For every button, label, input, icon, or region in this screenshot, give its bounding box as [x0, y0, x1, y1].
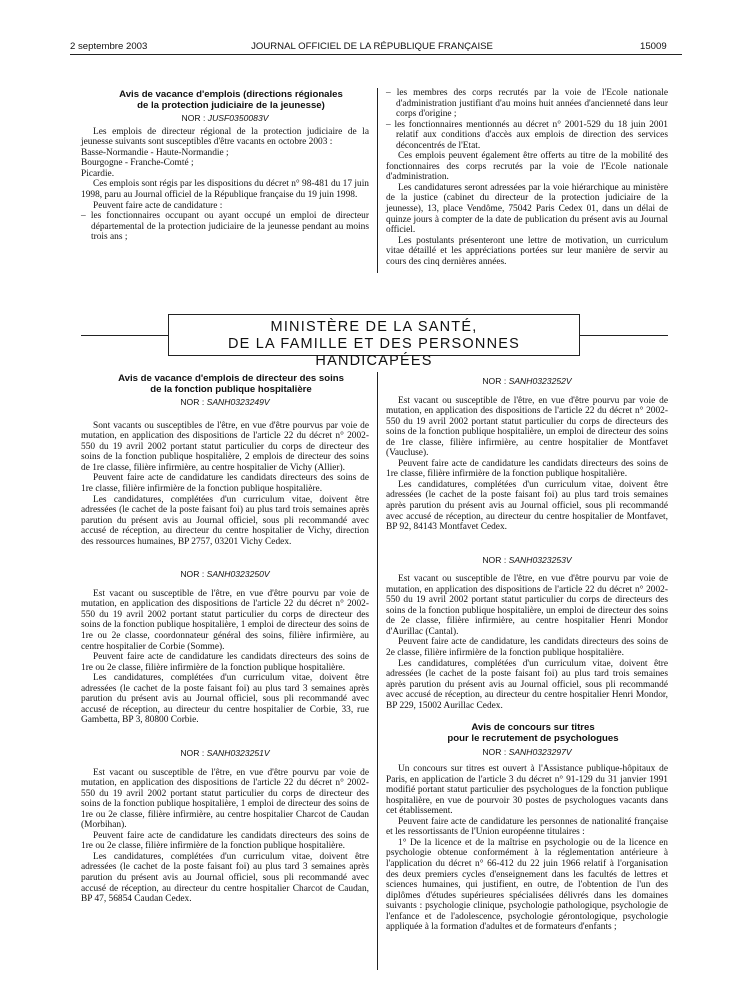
notice-title: Avis de vacance d'emplois (directions régionales — [119, 89, 343, 100]
top-left-column — [81, 90, 369, 243]
region-item: Picardie. — [81, 168, 115, 179]
paragraph: Les candidatures seront adressées par la voie hiérarchique au ministère de la justice (cabinet du directeur de la protection judiciaire de la jeunesse), 13, place Vendôme, 75042 Paris Cedex 01, dans un délai de quinze jours à compter de la date de publication du présent avis au Journal officiel. — [386, 182, 668, 236]
notice-title: Avis de concours sur titres — [471, 722, 595, 734]
paragraph: Peuvent faire acte de candidature les candidats directeurs des soins de 1re classe, filière infirmière de la fonction publique hospitalière. — [81, 473, 369, 495]
ministry-line-1: MINISTÈRE DE LA SANTÉ, — [270, 319, 478, 335]
nor-reference: NOR : SANH0323251V — [180, 747, 270, 758]
header-date: 2 septembre 2003 — [70, 41, 148, 52]
paragraph: Les candidatures, complétées d'un curriculum vitae, doivent être adressées (le cachet de la poste faisant foi) au plus tard trois semaines après parution du présent avis au Journal officiel, sous pli recommandé avec accusé de réception, au directeur du centre hospitalier de Vichy, direction des ressources humaines, BP 2757, 03201 Vichy Cedex. — [81, 494, 369, 547]
ministry-rule-left — [81, 335, 168, 336]
notice-title-2: de la fonction publique hospitalière — [150, 383, 312, 395]
paragraph: Peuvent faire acte de candidature les candidats directeurs des soins de 1re ou 2e classe, filière infirmière de la fonction publique hospitalière. — [81, 652, 369, 673]
paragraph: Est vacant ou susceptible de l'être, en vue d'être pourvu par voie de mutation, en application des dispositions de l'article 22 du décret n° 2002-550 du 19 avril 2002 portant statut particulier du corps de directeurs des soins de la fonction publique hospitalière, un emploi de directeur des soins de 1re classe, filière infirmière, au centre hospitalier de Montfavet (Vaucluse). — [386, 395, 668, 459]
dash-item: – les fonctionnaires mentionnés au décret n° 2001-529 du 18 juin 2001 relatif aux conditions d'accès aux emplois de direction des services déconcentrés de l'Etat. — [386, 119, 668, 151]
region-item: Basse-Normandie - Haute-Normandie ; — [81, 147, 229, 158]
nor-reference: NOR : JUSF0350083V — [181, 113, 269, 124]
paragraph: Peuvent faire acte de candidature les candidats directeurs des soins de 1re ou 2e classe, filière infirmière de la fonction publique hospitalière. — [81, 830, 369, 852]
dash-item: – les membres des corps recrutés par la voie de l'Ecole nationale d'administration justifiant d'au moins huit années d'ancienneté dans leur corps d'origine ; — [386, 88, 668, 120]
paragraph: Sont vacants ou susceptibles de l'être, en vue d'être pourvus par voie de mutation, en application des dispositions de l'article 22 du décret n° 2002-550 du 19 avril 2002 portant statut particulier du corps de directeur des soins de la fonction publique hospitalière, 2 emplois de directeur des soins de 1re classe, filière infirmière, au centre hospitalier de Vichy (Allier). — [81, 420, 369, 473]
paragraph: Un concours sur titres est ouvert à l'Assistance publique-hôpitaux de Paris, en application de l'article 3 du décret n° 91-129 du 31 janvier 1991 modifié portant statut particulier des psychologues de la fonction publique hospitalière, en vue de pourvoir 30 postes de psychologues vacants dans cet établissement. — [386, 764, 668, 817]
paragraph: Est vacant ou susceptible de l'être, en vue d'être pourvu par voie de mutation, en application des dispositions de l'article 22 du décret n° 2002-550 du 19 avril 2002 portant statut particulier du corps de directeurs des soins de la fonction publique hospitalière, un emploi de directeur des soins de 2e classe, filière infirmière, au centre hospitalier Henri Mondor d'Aurillac (Cantal). — [386, 574, 668, 637]
paragraph: Ces emplois sont régis par les dispositions du décret n° 98-481 du 17 juin 1998, paru au Journal officiel de la République française du 19 juin 1998. — [81, 179, 369, 201]
right-column — [386, 374, 668, 933]
paragraph: Les candidatures, complétées d'un curriculum vitae, doivent être adressées (le cachet de la poste faisant foi) au plus tard 3 semaines après parution du présent avis au Journal officiel, sous pli recommandé avec accusé de réception, au directeur du centre hospitalier Charcot de Caudan, BP 47, 56854 Caudan Cedex. — [81, 851, 369, 905]
journal-title: JOURNAL OFFICIEL DE LA RÉPUBLIQUE FRANÇAISE — [251, 41, 493, 52]
nor-reference: NOR : SANH0323252V — [482, 376, 572, 386]
paragraph: Les postulants présenteront une lettre de motivation, un curriculum vitae détaillé et les appréciations portées sur leur manière de servir au cours des cinq dernières années. — [386, 235, 668, 267]
column-rule — [377, 88, 378, 273]
column-rule — [377, 372, 378, 970]
ministry-line-2: DE LA FAMILLE ET DES PERSONNES HANDICAPÉES — [228, 336, 520, 369]
ministry-rule-right — [580, 335, 668, 336]
paragraph: 1° De la licence et de la maîtrise en psychologie ou de la licence en psychologie obtenue conformément à la réglementation antérieure à l'application du décret n° 66-412 du 22 juin 1966 relatif à l'organisation des deux premiers cycles d'enseignement dans les facultés de lettres et sciences humaines, qui justifient, en outre, de l'obtention de l'un des diplômes d'études supérieures spécialisées délivrés dans les domaines suivants : psychologie clinique, psychologie pathologique, psychologie de l'enfance et de l'adolescence, psychologie gérontologique, psychologie appliquée à la formation d'adultes et de formateurs d'enfants ; — [386, 837, 668, 933]
notice-title: Avis de vacance d'emplois de directeur des soins — [118, 373, 344, 384]
paragraph: Peuvent faire acte de candidature les personnes de nationalité française et les ressortissants de l'Union européenne titulaires : — [386, 816, 668, 838]
dash-item: – les fonctionnaires occupant ou ayant occupé un emploi de directeur départemental de la protection judiciaire de la jeunesse pendant au moins trois ans ; — [81, 211, 369, 243]
header-rule — [70, 54, 682, 55]
paragraph: Les candidatures, complétées d'un curriculum vitae, doivent être adressées (le cachet de la poste faisant foi) au plus tard trois semaines après parution du présent avis au Journal officiel, sous pli recommandé avec accusé de réception, au directeur du centre hospitalier Henri Mondor, BP 229, 15002 Aurillac Cedex. — [386, 658, 668, 711]
nor-reference: NOR : SANH0323253V — [482, 554, 572, 565]
nor-reference: NOR : SANH0323250V — [180, 569, 270, 580]
paragraph: Les candidatures, complétées d'un curriculum vitae, doivent être adressées (le cachet de la poste faisant foi) au plus tard trois semaines après parution du présent avis au Journal officiel, sous pli recommandé avec accusé de réception, au directeur du centre hospitalier de Montfavet, BP 92, 84143 Montfavet Cedex. — [386, 479, 668, 533]
paragraph: Est vacant ou susceptible de l'être, en vue d'être pourvu par voie de mutation, en application des dispositions de l'article 22 du décret n° 2002-550 du 19 avril 2002 portant statut particulier du corps de directeur des soins de la fonction publique hospitalière, 1 emploi de directeur des soins de 1re ou 2e classe, coordonnateur général des soins, filière infirmière, au centre hospitalier de Corbie (Somme). — [81, 588, 369, 652]
nor-reference: NOR : SANH0323249V — [180, 397, 270, 408]
notice-title-2: de la protection judiciaire de la jeunesse) — [137, 99, 325, 111]
notice-title-2: pour le recrutement de psychologues — [447, 732, 619, 744]
nor-reference: NOR : SANH0323297V — [482, 746, 572, 757]
left-column — [81, 374, 369, 905]
paragraph: Peuvent faire acte de candidature : — [93, 200, 223, 211]
paragraph: Peuvent faire acte de candidature les candidats directeurs des soins de 1re classe, filière infirmière de la fonction publique hospitalière. — [386, 458, 668, 480]
paragraph: Les candidatures, complétées d'un curriculum vitae, doivent être adressées (le cachet de la poste faisant foi) au plus tard 3 semaines après parution du présent avis au Journal officiel, sous pli recommandé avec accusé de réception, au directeur du centre hospitalier de Corbie, 33, rue Gambetta, BP 3, 80800 Corbie. — [81, 673, 369, 726]
ministry-heading — [168, 314, 580, 369]
top-right-column — [386, 88, 668, 267]
page-number: 15009 — [640, 41, 667, 52]
paragraph: Les emplois de directeur régional de la protection judiciaire de la jeunesse suivants sont susceptibles d'être vacants en octobre 2003 : — [81, 126, 369, 148]
paragraph: Ces emplois peuvent également être offerts au titre de la mobilité des fonctionnaires des corps recrutés par la voie de l'Ecole nationale d'administration. — [386, 151, 668, 183]
paragraph: Peuvent faire acte de candidature, les candidats directeurs des soins de 2e classe, filière infirmière de la fonction publique hospitalière. — [386, 637, 668, 659]
paragraph: Est vacant ou susceptible de l'être, en vue d'être pourvu par voie de mutation, en application des dispositions de l'article 22 du décret n° 2002-550 du 19 avril 2002 portant statut particulier du corps de directeur des soins de la fonction publique hospitalière, 1 emploi de directeur des soins de 1re ou 2e classe, filière infirmière, au centre hospitalier Charcot de Caudan (Morbihan). — [81, 767, 369, 831]
region-item: Bourgogne - Franche-Comté ; — [81, 158, 194, 169]
